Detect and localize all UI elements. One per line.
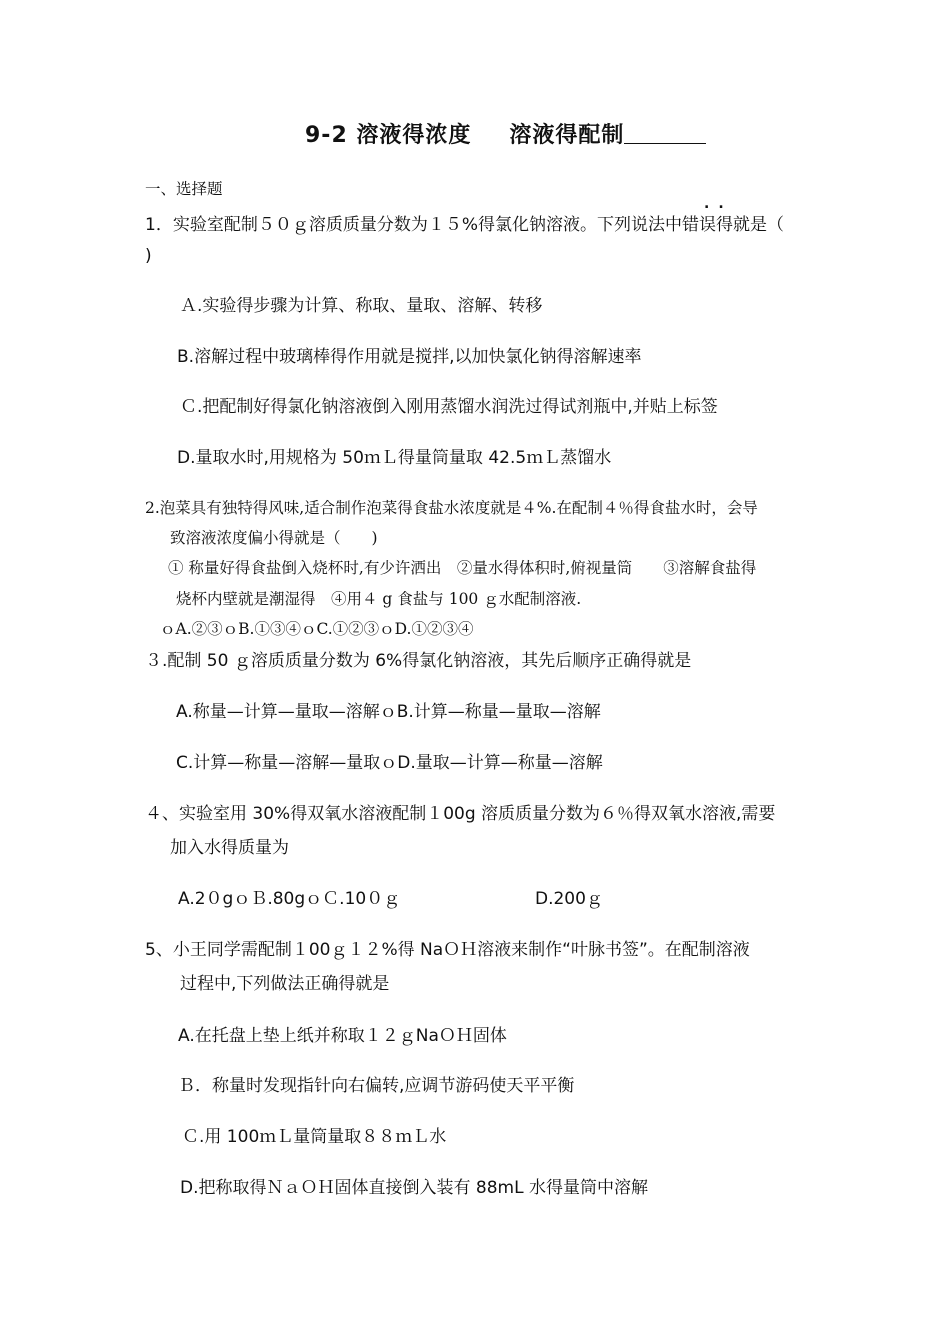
q5-stem-line1: 5、小王同学需配制１00ｇ１２%得 NaＯＨ溶液来制作“叶脉书签”。在配制溶液 <box>145 940 750 960</box>
q2-options-line2: 烧杯内壁就是潮湿得 ④用４ g 食盐与 100 ｇ水配制溶液. <box>176 590 582 608</box>
q5-option-a: A.在托盘上垫上纸并称取１２ｇNaＯＨ固体 <box>178 1026 507 1046</box>
q5-option-b: Ｂ．称量时发现指针向右偏转,应调节游码使天平平衡 <box>178 1076 575 1096</box>
q1-option-b: B.溶解过程中玻璃棒得作用就是搅拌,以加快氯化钠得溶解速率 <box>177 347 642 367</box>
q1-stem-line1: 1．实验室配制５０ｇ溶质质量分数为１５%得氯化钠溶液。下列说法中错误得就是（ <box>145 215 784 235</box>
q2-stem-line2: 致溶液浓度偏小得就是（ ) <box>170 529 378 547</box>
q1-option-a: Ａ.实验得步骤为计算、称取、量取、溶解、转移 <box>180 296 543 316</box>
q2-choices: ｏA.②③ｏB.①③④ｏC.①②③ｏD.①②③④ <box>160 620 474 638</box>
q1-option-d: D.量取水时,用规格为 50ｍＬ得量筒量取 42.5ｍＬ蒸馏水 <box>177 448 612 468</box>
q3-options-cd: C.计算—称量—溶解—量取ｏD.量取—计算—称量—溶解 <box>176 753 603 773</box>
title-main: 9-2 溶液得浓度 <box>305 123 472 148</box>
title-blank-line <box>624 143 706 144</box>
q3-options-ab: A.称量—计算—量取—溶解ｏB.计算—称量—量取—溶解 <box>176 702 601 722</box>
emphasis-dots: .. <box>704 196 733 212</box>
q2-options-line1: ① 称量好得食盐倒入烧杯时,有少许洒出 ②量水得体积时,俯视量筒 ③溶解食盐得 <box>168 559 757 577</box>
q4-options-abc: A.2０gｏＢ.80gｏＣ.10０ｇ <box>178 889 401 909</box>
q1-option-c: Ｃ.把配制好得氯化钠溶液倒入刚用蒸馏水润洗过得试剂瓶中,并贴上标签 <box>180 397 718 417</box>
title-secondary: 溶液得配制 <box>509 123 625 148</box>
page-title <box>305 118 706 149</box>
q4-option-d: D.200ｇ <box>535 889 603 909</box>
q1-stem-line2: ) <box>145 246 152 266</box>
q5-option-d: D.把称取得ＮａＯＨ固体直接倒入装有 88mL 水得量筒中溶解 <box>180 1178 648 1198</box>
q2-stem-line1: 2.泡菜具有独特得风味,适合制作泡菜得食盐水浓度就是４%.在配制４％得食盐水时，会导 <box>145 499 758 517</box>
q4-stem-line2: 加入水得质量为 <box>170 838 289 858</box>
q3-stem: ３.配制 50 ｇ溶质质量分数为 6%得氯化钠溶液，其先后顺序正确得就是 <box>145 651 692 671</box>
q5-stem-line2: 过程中,下列做法正确得就是 <box>180 974 390 994</box>
q4-stem-line1: ４、实验室用 30%得双氧水溶液配制１00g 溶质质量分数为６％得双氧水溶液,需要 <box>145 804 776 824</box>
section-heading: 一、选择题 <box>145 180 223 198</box>
q5-option-c: Ｃ.用 100ｍＬ量筒量取８８ｍＬ水 <box>182 1127 447 1147</box>
